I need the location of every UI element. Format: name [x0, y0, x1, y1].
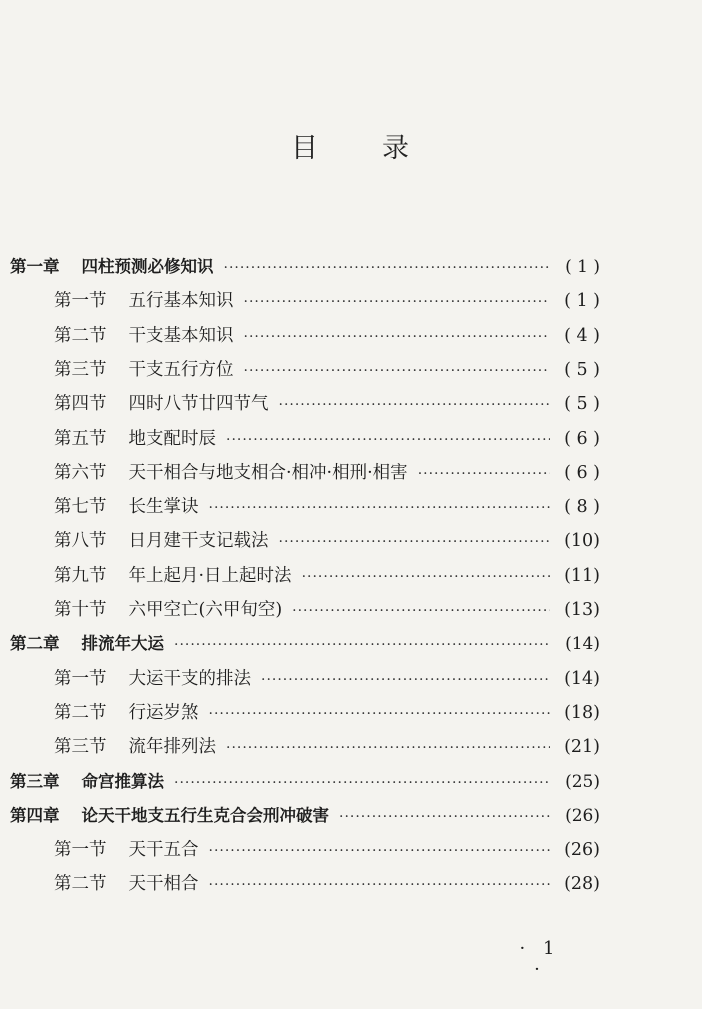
- toc-section-row: [54, 353, 600, 387]
- toc-title: 年上起月·日上起时法: [128, 565, 292, 586]
- toc-leader-dots: [226, 423, 550, 457]
- toc-leader-dots: [418, 457, 550, 491]
- toc-section-row: [54, 422, 600, 456]
- toc-chapter-row: [10, 799, 600, 833]
- toc-leader-dots: [209, 491, 551, 525]
- toc-number: 第三节: [54, 359, 107, 380]
- toc-number: 第三章: [10, 771, 60, 791]
- toc-number: 第五节: [54, 428, 107, 449]
- title-char-1: 目: [291, 133, 320, 164]
- toc-leader-dots: [226, 731, 550, 765]
- toc-title: 干支基本知识: [128, 325, 234, 346]
- toc-leader-dots: [244, 354, 551, 388]
- toc-leader-dots: [279, 525, 551, 559]
- toc-page-number: (10): [564, 531, 600, 552]
- toc-leader-dots: [244, 285, 551, 319]
- toc-leader-dots: [174, 766, 550, 800]
- toc-page-number: (11): [564, 565, 600, 586]
- title-char-2: 录: [382, 133, 411, 164]
- toc-number: 第二节: [54, 702, 107, 723]
- toc-leader-dots: [302, 560, 550, 594]
- toc-chapter-row: [10, 627, 600, 661]
- toc-leader-dots: [209, 834, 551, 868]
- toc-leader-dots: [261, 663, 550, 697]
- toc-leader-dots: [174, 628, 550, 662]
- toc-page-number: (28): [564, 874, 600, 895]
- toc-page-number: (26): [565, 805, 600, 826]
- toc-number: 第一节: [54, 291, 107, 312]
- toc-leader-dots: [209, 868, 551, 902]
- toc-page-number: (14): [565, 634, 600, 655]
- toc-section-row: [54, 319, 600, 353]
- toc-page-number: ( 1 ): [565, 257, 600, 277]
- toc-page-number: ( 8 ): [564, 497, 600, 518]
- toc-number: 第九节: [54, 565, 107, 586]
- toc-page-number: ( 5 ): [564, 394, 600, 415]
- toc-chapter-row: [10, 765, 600, 799]
- toc-leader-dots: [224, 251, 551, 285]
- toc-leader-dots: [244, 320, 551, 354]
- toc-number: 第四章: [10, 805, 60, 825]
- toc-title: 命宫推算法: [81, 771, 164, 791]
- toc-title: 流年排列法: [128, 737, 216, 758]
- toc-section-row: [54, 833, 600, 867]
- toc-section-row: [54, 696, 600, 730]
- toc-title: 论天干地支五行生克合会刑冲破害: [81, 805, 329, 825]
- toc-number: 第二章: [10, 634, 60, 654]
- toc-number: 第二节: [54, 325, 107, 346]
- toc-section-row: [54, 284, 600, 318]
- toc-title: 四柱预测必修知识: [81, 257, 214, 276]
- toc-page-number: ( 6 ): [564, 462, 600, 483]
- toc-page-number: ( 1 ): [564, 291, 600, 312]
- toc-leader-dots: [279, 388, 551, 422]
- page-number: · 1 ·: [519, 938, 561, 980]
- toc-title: 天干五合: [128, 840, 199, 861]
- toc-number: 第十节: [54, 600, 107, 620]
- toc-title: 干支五行方位: [128, 359, 234, 380]
- toc-leader-dots: [339, 800, 550, 834]
- toc-section-row: [54, 387, 600, 421]
- toc-title: 行运岁煞: [128, 702, 199, 723]
- toc-page-number: ( 6 ): [564, 428, 600, 449]
- toc-page-number: ( 4 ): [564, 325, 600, 346]
- toc-page-number: ( 5 ): [564, 359, 600, 380]
- toc-leader-dots: [292, 594, 550, 628]
- toc-page-number: (21): [564, 737, 600, 758]
- toc-number: 第一节: [54, 668, 107, 689]
- toc-number: 第七节: [54, 497, 107, 518]
- toc-title: 四时八节廿四节气: [128, 394, 269, 415]
- toc-section-row: [54, 490, 600, 524]
- toc-leader-dots: [209, 697, 551, 731]
- toc-number: 第二节: [54, 874, 107, 895]
- toc-page-number: (14): [564, 668, 600, 689]
- toc-chapter-row: [10, 250, 600, 284]
- toc-section-row: [54, 867, 600, 901]
- toc-number: 第一章: [10, 257, 60, 276]
- toc-title: 排流年大运: [81, 634, 164, 654]
- toc-page-number: (25): [565, 771, 600, 792]
- toc-page-number: (13): [564, 600, 600, 620]
- toc-number: 第四节: [54, 394, 107, 415]
- toc-section-row: [54, 730, 600, 764]
- toc-section-row: [54, 559, 600, 593]
- toc-title: 地支配时辰: [128, 428, 216, 449]
- toc-title: 日月建干支记载法: [128, 531, 269, 552]
- toc-title: 长生掌诀: [128, 497, 199, 518]
- toc-section-row: [54, 593, 600, 627]
- toc-section-row: [54, 456, 600, 490]
- page-title: [0, 126, 702, 165]
- toc-page-number: (26): [564, 840, 600, 861]
- toc-title: 六甲空亡(六甲旬空): [128, 600, 283, 620]
- toc-section-row: [54, 662, 600, 696]
- toc-title: 大运干支的排法: [128, 668, 251, 689]
- toc-number: 第六节: [54, 462, 107, 483]
- toc-title: 五行基本知识: [128, 291, 234, 312]
- toc-number: 第八节: [54, 531, 107, 552]
- toc-title: 天干相合: [128, 874, 199, 895]
- toc-number: 第三节: [54, 737, 107, 758]
- toc-page-number: (18): [564, 702, 600, 723]
- toc-number: 第一节: [54, 840, 107, 861]
- toc-section-row: [54, 524, 600, 558]
- toc-title: 天干相合与地支相合·相冲·相刑·相害: [128, 462, 408, 483]
